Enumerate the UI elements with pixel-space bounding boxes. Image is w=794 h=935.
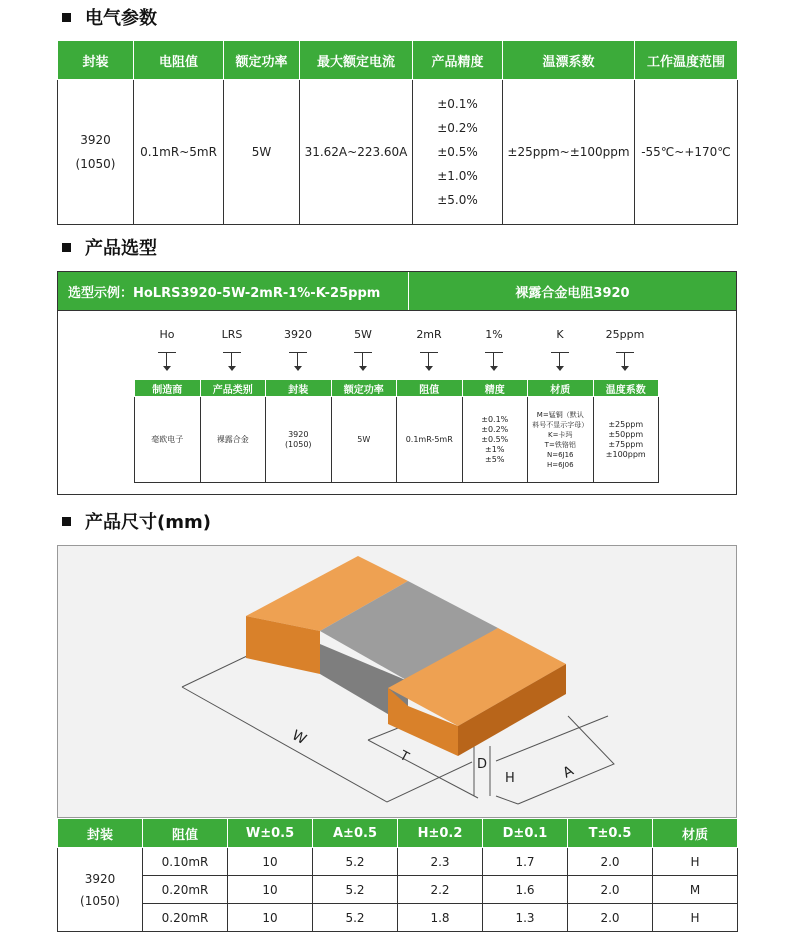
down-arrow-icon [158, 352, 176, 374]
cell-power: 5W [224, 80, 300, 225]
sub-cell-material: M=锰铜（默认 料号不显示字母） K=卡玛 T=铁铬铝 N=6J16 H=6J06 [528, 397, 594, 483]
label-w: W [289, 727, 309, 749]
dim-cell-w: 10 [228, 848, 313, 876]
sub-cell-power: 5W [331, 397, 397, 483]
down-arrow-icon [354, 352, 372, 374]
header-temp-range: 工作温度范围 [635, 41, 738, 80]
sub-header-maker: 制造商 [135, 380, 201, 397]
section-title-size: 产品尺寸(mm) [85, 512, 211, 533]
dim-cell-t: 2.0 [568, 904, 653, 932]
code-category: LRS [221, 328, 243, 341]
selection-header-bar [58, 272, 736, 311]
dim-cell-w: 10 [228, 904, 313, 932]
dim-header-resistance: 阻值 [143, 819, 228, 848]
cell-temp-range: -55℃~+170℃ [635, 80, 738, 225]
table-row [58, 876, 738, 904]
table-row [58, 80, 738, 225]
dim-cell-h: 2.3 [398, 848, 483, 876]
header-current: 最大额定电流 [300, 41, 413, 80]
sub-header-material: 材质 [528, 380, 594, 397]
dim-cell-material: M [653, 876, 738, 904]
dim-header-a: A±0.5 [313, 819, 398, 848]
dim-cell-h: 1.8 [398, 904, 483, 932]
dim-header-h: H±0.2 [398, 819, 483, 848]
cell-resistance: 0.1mR~5mR [134, 80, 224, 225]
sub-header-package: 封装 [266, 380, 332, 397]
dim-header-d: D±0.1 [483, 819, 568, 848]
section-size [62, 508, 211, 534]
down-arrow-icon [485, 352, 503, 374]
dim-cell-package: 3920 (1050) [58, 848, 143, 932]
dim-cell-a: 5.2 [313, 876, 398, 904]
cell-package: 3920 (1050) [58, 80, 134, 225]
dim-cell-material: H [653, 848, 738, 876]
dim-cell-d: 1.7 [483, 848, 568, 876]
dim-cell-t: 2.0 [568, 876, 653, 904]
sub-cell-tolerance: ±0.1% ±0.2% ±0.5% ±1% ±5% [462, 397, 528, 483]
code-resistance: 2mR [416, 328, 442, 341]
dim-cell-a: 5.2 [313, 848, 398, 876]
dim-cell-w: 10 [228, 876, 313, 904]
label-d: D [477, 757, 488, 772]
code-package: 3920 [284, 328, 312, 341]
sub-cell-tcr: ±25ppm ±50ppm ±75ppm ±100ppm [593, 397, 659, 483]
sub-cell-maker: 毫欧电子 [135, 397, 201, 483]
dim-cell-material: H [653, 904, 738, 932]
header-resistance: 电阻值 [134, 41, 224, 80]
resistor-dimension-drawing [57, 545, 737, 818]
dim-cell-t: 2.0 [568, 848, 653, 876]
dim-header-package: 封装 [58, 819, 143, 848]
label-t: T [397, 748, 412, 766]
selection-example: 选型示例：HoLRS3920-5W-2mR-1%-K-25ppm [58, 272, 409, 310]
code-maker: Ho [159, 328, 175, 341]
sub-cell-package: 3920 (1050) [266, 397, 332, 483]
code-power: 5W [354, 328, 372, 341]
selection-product-name: 裸露合金电阻3920 [515, 285, 630, 301]
dimension-table [57, 818, 738, 932]
dim-cell-d: 1.6 [483, 876, 568, 904]
down-arrow-icon [616, 352, 634, 374]
dim-header-material: 材质 [653, 819, 738, 848]
sub-header-power: 额定功率 [331, 380, 397, 397]
sub-cell-category: 裸露合金 [200, 397, 266, 483]
down-arrow-icon [551, 352, 569, 374]
down-arrow-icon [420, 352, 438, 374]
sub-header-tolerance: 精度 [462, 380, 528, 397]
down-arrow-icon [223, 352, 241, 374]
header-tolerance: 产品精度 [413, 41, 503, 80]
dim-cell-h: 2.2 [398, 876, 483, 904]
dim-cell-resistance: 0.10mR [143, 848, 228, 876]
resistor-illustration [58, 546, 736, 817]
dim-cell-resistance: 0.20mR [143, 876, 228, 904]
code-material: K [556, 328, 564, 341]
table-row [135, 397, 659, 483]
sub-header-tcr: 温度系数 [593, 380, 659, 397]
electrical-table [57, 40, 738, 225]
part-code-row [58, 328, 738, 348]
dim-header-w: W±0.5 [228, 819, 313, 848]
code-tcr: 25ppm [605, 328, 645, 341]
dim-cell-resistance: 0.20mR [143, 904, 228, 932]
section-title-selection: 产品选型 [85, 238, 157, 259]
code-tolerance: 1% [485, 328, 503, 341]
selection-code-table [134, 379, 659, 483]
sub-header-resistance: 阻值 [397, 380, 463, 397]
bullet-square-icon [62, 243, 71, 252]
section-title-electrical: 电气参数 [85, 8, 157, 29]
cell-current: 31.62A~223.60A [300, 80, 413, 225]
sub-cell-resistance: 0.1mR-5mR [397, 397, 463, 483]
label-a: A [560, 762, 577, 782]
cell-tcr: ±25ppm~±100ppm [503, 80, 635, 225]
section-electrical [62, 4, 157, 30]
table-row [58, 904, 738, 932]
dim-cell-a: 5.2 [313, 904, 398, 932]
cell-tolerance: ±0.1% ±0.2% ±0.5% ±1.0% ±5.0% [413, 80, 503, 225]
sub-header-category: 产品类别 [200, 380, 266, 397]
bullet-square-icon [62, 517, 71, 526]
header-package: 封装 [58, 41, 134, 80]
label-h: H [505, 771, 515, 786]
down-arrow-icon [289, 352, 307, 374]
bullet-square-icon [62, 13, 71, 22]
section-selection [62, 234, 157, 260]
selection-box [57, 271, 737, 495]
table-row [58, 848, 738, 876]
header-power: 额定功率 [224, 41, 300, 80]
dim-header-t: T±0.5 [568, 819, 653, 848]
header-tcr: 温漂系数 [503, 41, 635, 80]
dim-cell-d: 1.3 [483, 904, 568, 932]
